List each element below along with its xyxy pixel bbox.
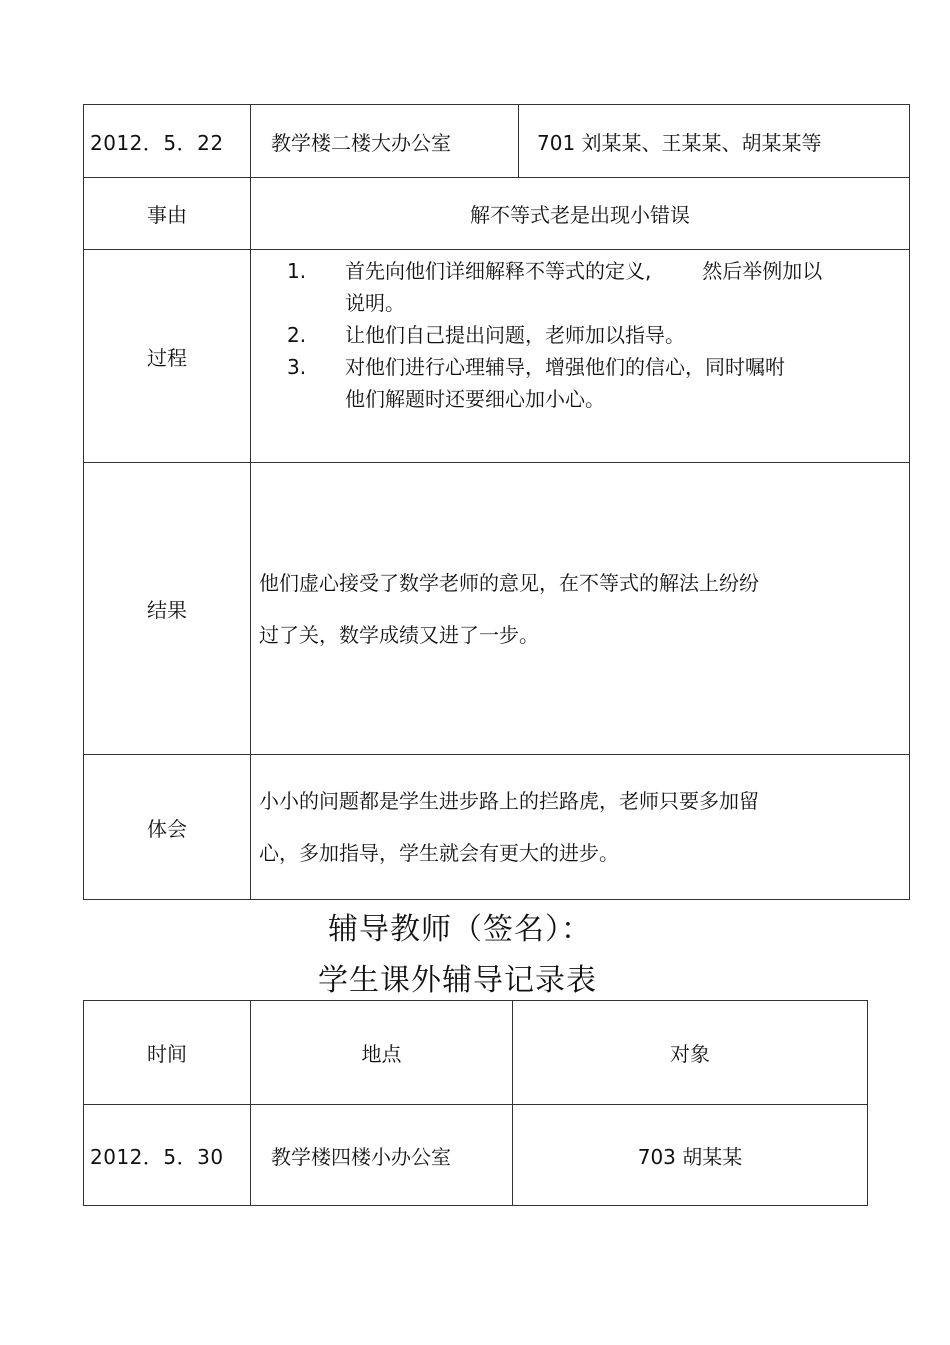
record-target: 701 刘某某、王某某、胡某某等 [519, 105, 910, 178]
result-value [251, 463, 910, 755]
header-location: 地点 [251, 1001, 513, 1105]
process-item [251, 255, 909, 319]
result-label: 结果 [84, 463, 251, 755]
record-table-1 [83, 104, 910, 900]
reflection-line: 心，多加指导，学生就会有更大的进步。 [259, 841, 619, 865]
process-item-number: 3. [287, 355, 307, 379]
process-item [251, 351, 909, 415]
process-item-line: 说明。 [345, 291, 405, 315]
record-location: 教学楼四楼小办公室 [251, 1105, 513, 1206]
process-item-number: 2. [287, 323, 307, 347]
process-item-line: 让他们自己提出问题，老师加以指导。 [345, 323, 685, 347]
reflection-label: 体会 [84, 755, 251, 900]
process-item-line: 对他们进行心理辅导，增强他们的信心，同时嘱咐 [345, 355, 785, 379]
form-title: 学生课外辅导记录表 [318, 963, 597, 998]
reflection-line: 小小的问题都是学生进步路上的拦路虎，老师只要多加留 [259, 789, 759, 813]
signature-label: 辅导教师（签名）： [328, 912, 592, 947]
record-target: 703 胡某某 [513, 1105, 868, 1206]
process-list [251, 255, 909, 415]
process-cell [251, 250, 910, 463]
process-item-line: 他们解题时还要细心加小心。 [345, 387, 605, 411]
result-line: 他们虚心接受了数学老师的意见，在不等式的解法上纷纷 [259, 570, 759, 595]
header-target: 对象 [513, 1001, 868, 1105]
process-item [251, 319, 909, 351]
process-item-line: 首先向他们详细解释不等式的定义, 然后举例加以 [345, 259, 823, 283]
result-line: 过了关，数学成绩又进了一步。 [259, 622, 539, 647]
reflection-value [251, 755, 910, 900]
record-date: 2012．5．30 [84, 1105, 251, 1206]
header-time: 时间 [84, 1001, 251, 1105]
reason-label: 事由 [84, 178, 251, 250]
record-date: 2012．5．22 [84, 105, 251, 178]
record-location: 教学楼二楼大办公室 [251, 105, 519, 178]
reason-value: 解不等式老是出现小错误 [251, 178, 910, 250]
process-label: 过程 [84, 250, 251, 463]
record-table-2 [83, 1000, 868, 1206]
process-item-number: 1. [287, 259, 307, 283]
